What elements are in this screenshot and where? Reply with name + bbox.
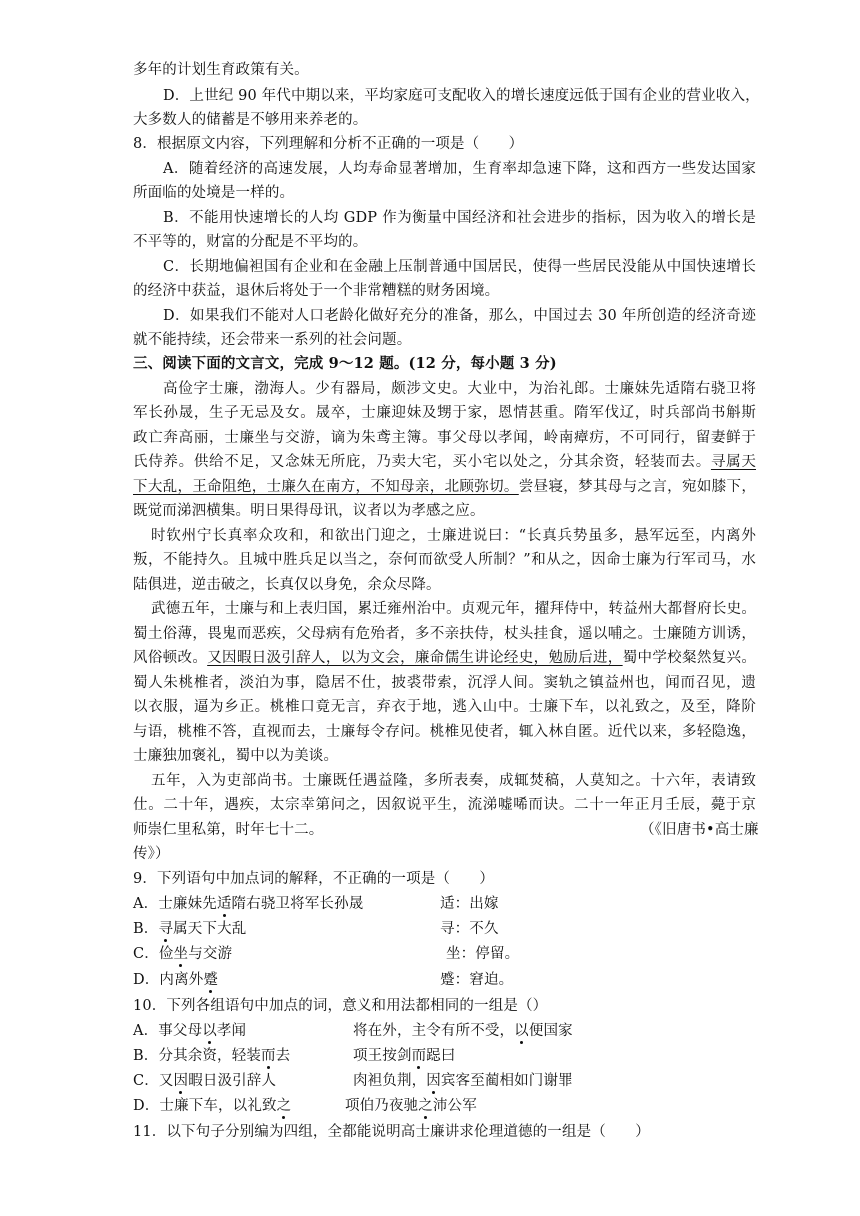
text-segment: 宾客至蔺相如门谢罪: [440, 1073, 573, 1089]
q9-option-c: [133, 944, 232, 964]
classical-text-line: 既觉而涕泗横集。明日果得母讯，议者以为孝感之应。: [133, 503, 485, 519]
dotted-word: 而: [411, 1048, 427, 1064]
underlined-segment: 寻属天: [710, 454, 757, 470]
text-segment: 风俗顿改。: [133, 650, 208, 666]
text-segment: 去: [275, 1048, 291, 1064]
text-segment: 肉袒负荆，: [353, 1073, 427, 1089]
text-segment: A．事父母: [133, 1023, 203, 1039]
dotted-word: 之: [418, 1098, 433, 1114]
text-segment: 属天下大乱: [173, 921, 247, 937]
text-segment: 便国家: [528, 1023, 573, 1039]
text-segment: B．: [133, 921, 159, 937]
q10-option-d-right: [345, 1096, 477, 1116]
text-segment: B．分其余资，轻装: [133, 1048, 262, 1064]
q8-option-d: 就不能持续，还会带来一系列的社会问题。: [133, 332, 412, 348]
dotted-word: 因: [173, 1073, 189, 1089]
classical-text-line: 叛，不能持久。且城中胜兵足以当之，奈何而欲受人所制？”和从之，因命士廉为行军司马，水: [133, 552, 756, 568]
classical-text-line: 与语，桃椎不答，直视而去，士廉每令存问。桃椎见使者，辄入林自匿。近代以来，多轻隐逸，: [133, 724, 756, 740]
dotted-word: 寻: [158, 921, 174, 937]
passage-line: 多年的计划生育政策有关。: [133, 62, 309, 78]
text-segment: 暇日汲引辞人: [188, 1073, 277, 1089]
classical-text-line: 高俭字士廉，渤海人。少有器局，颇涉文史。大业中，为治礼郎。士廉妹先适隋右骁卫将: [163, 381, 756, 397]
classical-text-line: 师崇仁里私第，时年七十二。: [133, 822, 324, 838]
dotted-word: 坐: [173, 946, 189, 962]
question-10-stem: 10．下列各组语句中加点的词，意义和用法都相同的一组是（）: [133, 998, 548, 1014]
dotted-word: 适: [216, 896, 232, 912]
text-segment: 氏侍养。供给不足，又念妹无所庇，乃卖大宅，买小宅以处之，分其余资，轻装而去。: [133, 454, 711, 470]
classical-text-line: 陆俱进，逆击破之，长真仅以身免，余众尽降。: [133, 577, 441, 593]
classical-text-line: 蜀土俗薄，畏鬼而恶疾，父母病有危殆者，多不亲扶侍，杖头挂食，遥以哺之。士廉随方训诱，: [133, 626, 756, 642]
text-segment: C．又: [133, 1073, 174, 1089]
q9-gloss-b: 寻：不久: [440, 921, 499, 937]
text-segment: 蜀中学校粲然复兴。: [622, 650, 756, 666]
q9-gloss-c: 坐：停留。: [446, 946, 520, 962]
q9-option-b: [133, 919, 246, 939]
classical-text-line: 仕。二十年，遇疾，太宗幸第问之，因叙说平生，流涕嘘唏而诀。二十一年正月壬辰，薨于京: [133, 797, 756, 813]
text-segment: 项伯乃夜驰: [345, 1098, 419, 1114]
classical-text-line: 政亡奔高丽，士廉坐与交游，谪为朱鸢主簿。事父母以孝闻，岭南瘴疠，不可同行，留妻鲜于: [133, 430, 756, 446]
text-segment: 尝昼寝，梦其母与之言，宛如膝下，: [518, 479, 756, 495]
classical-text-line: 以衣服，逼为乡正。桃椎口竟无言，弃衣于地，逃入山中。士廉下车，以礼致之，及至，降阶: [133, 699, 756, 715]
source-citation: （《旧唐书•高士廉: [640, 822, 759, 838]
text-segment: 将在外，主令有所不受，: [353, 1023, 515, 1039]
dotted-word: 以: [514, 1023, 529, 1039]
dotted-word: 以: [202, 1023, 217, 1039]
classical-text-line: 五年，入为吏部尚书。士廉既任遇益隆，多所表奏，成辄焚稿，人莫知之。十六年，表请致: [151, 773, 756, 789]
q8-option-b: B．不能用快速增长的人均 GDP 作为衡量中国经济和社会进步的指标，因为收入的增长是: [163, 210, 756, 226]
question-11-stem: 11．以下句子分别编为四组，全都能说明高士廉讲求伦理道德的一组是（ ）: [133, 1124, 650, 1140]
underlined-segment: 又因暇日汲引辞人，以为文会，廉命儒生讲论经史，勉励后进，: [207, 650, 623, 666]
classical-text-line: [133, 477, 756, 497]
classical-text-line: 蜀人朱桃椎者，淡泊为事，隐居不仕，披裘带索，沉浮人间。窦轨之镇益州也，闻而召见，遗: [133, 675, 756, 691]
q8-option-c: 的经济中获益，退休后将处于一个非常糟糕的财务困境。: [133, 283, 500, 299]
dotted-word: 之: [276, 1098, 292, 1114]
dotted-word: 因: [426, 1073, 441, 1089]
classical-text-line: 军长孙晟，生子无忌及女。晟卒，士廉迎妹及甥于家，恩情甚重。隋军伐辽，时兵部尚书斛斯: [133, 405, 756, 421]
q8-option-a: 所面临的处境是一样的。: [133, 185, 295, 201]
classical-text-line: 武德五年，士廉与和上表归国，累迁雍州治中。贞观元年，擢拜侍中，转益州大都督府长史。: [151, 601, 756, 617]
text-segment: A．士廉妹先: [133, 896, 217, 912]
option-d-line: 大多数人的储蓄是不够用来养老的。: [133, 112, 368, 128]
text-segment: D．士廉下车，以礼致: [133, 1098, 277, 1114]
dotted-word: 蹙: [203, 972, 219, 988]
text-segment: 沛公军: [432, 1098, 477, 1114]
q10-option-b-right: [353, 1046, 456, 1066]
q9-gloss-d: 蹙：窘迫。: [440, 972, 514, 988]
section-heading: 三、阅读下面的文言文，完成 9～12 题。(12 分，每小题 3 分): [133, 355, 557, 372]
underlined-segment: 下大乱，王命阻绝，士廉久在南方，不知母亲，北顾弥切。: [133, 479, 519, 495]
q9-gloss-a: 适：出嫁: [440, 896, 499, 912]
classical-text-line: 士廉独加褒礼，蜀中以为美谈。: [133, 748, 339, 764]
q10-option-c-right: [353, 1071, 573, 1091]
q8-option-b: 不平等的，财富的分配是不平均的。: [133, 234, 368, 250]
q9-option-d: [133, 970, 218, 990]
text-segment: 孝闻: [216, 1023, 247, 1039]
classical-text-line: [133, 648, 756, 668]
q9-option-a: [133, 894, 363, 914]
q10-option-d-left: [133, 1096, 291, 1116]
text-segment: 项王按剑: [353, 1048, 412, 1064]
q10-option-a-left: [133, 1021, 246, 1041]
question-9-stem: 9．下列语句中加点词的解释，不正确的一项是（ ）: [133, 871, 494, 887]
question-8-stem: 8．根据原文内容，下列理解和分析不正确的一项是（ ）: [133, 136, 524, 152]
option-d-line: D．上世纪 90 年代中期以来，平均家庭可支配收入的增长速度远低于国有企业的营业收入，: [163, 88, 760, 104]
classical-text-line: 时钦州宁长真率众攻和，和欲出门迎之，士廉进说曰：“长真兵势虽多，悬军远至，内离外: [151, 528, 756, 544]
text-segment: 跽曰: [426, 1048, 456, 1064]
text-segment: D．内离外: [133, 972, 204, 988]
text-segment: C．俭: [133, 946, 174, 962]
q10-option-b-left: [133, 1046, 290, 1066]
q8-option-d: D．如果我们不能对人口老龄化做好充分的准备，那么，中国过去 30 年所创造的经济奇迹: [163, 308, 756, 324]
dotted-word: 而: [261, 1048, 276, 1064]
q8-option-a: A．随着经济的高速发展，人均寿命显著增加，生育率却急速下降，这和西方一些发达国家: [163, 161, 756, 177]
text-segment: 隋右骁卫将军长孙晟: [231, 896, 364, 912]
q10-option-c-left: [133, 1071, 276, 1091]
q8-option-c: C．长期地偏袒国有企业和在金融上压制普通中国居民，使得一些居民没能从中国快速增长: [163, 259, 756, 275]
classical-text-line: [133, 452, 756, 472]
source-citation: 传》）: [133, 846, 170, 862]
text-segment: 与交游: [188, 946, 233, 962]
q10-option-a-right: [353, 1021, 573, 1041]
